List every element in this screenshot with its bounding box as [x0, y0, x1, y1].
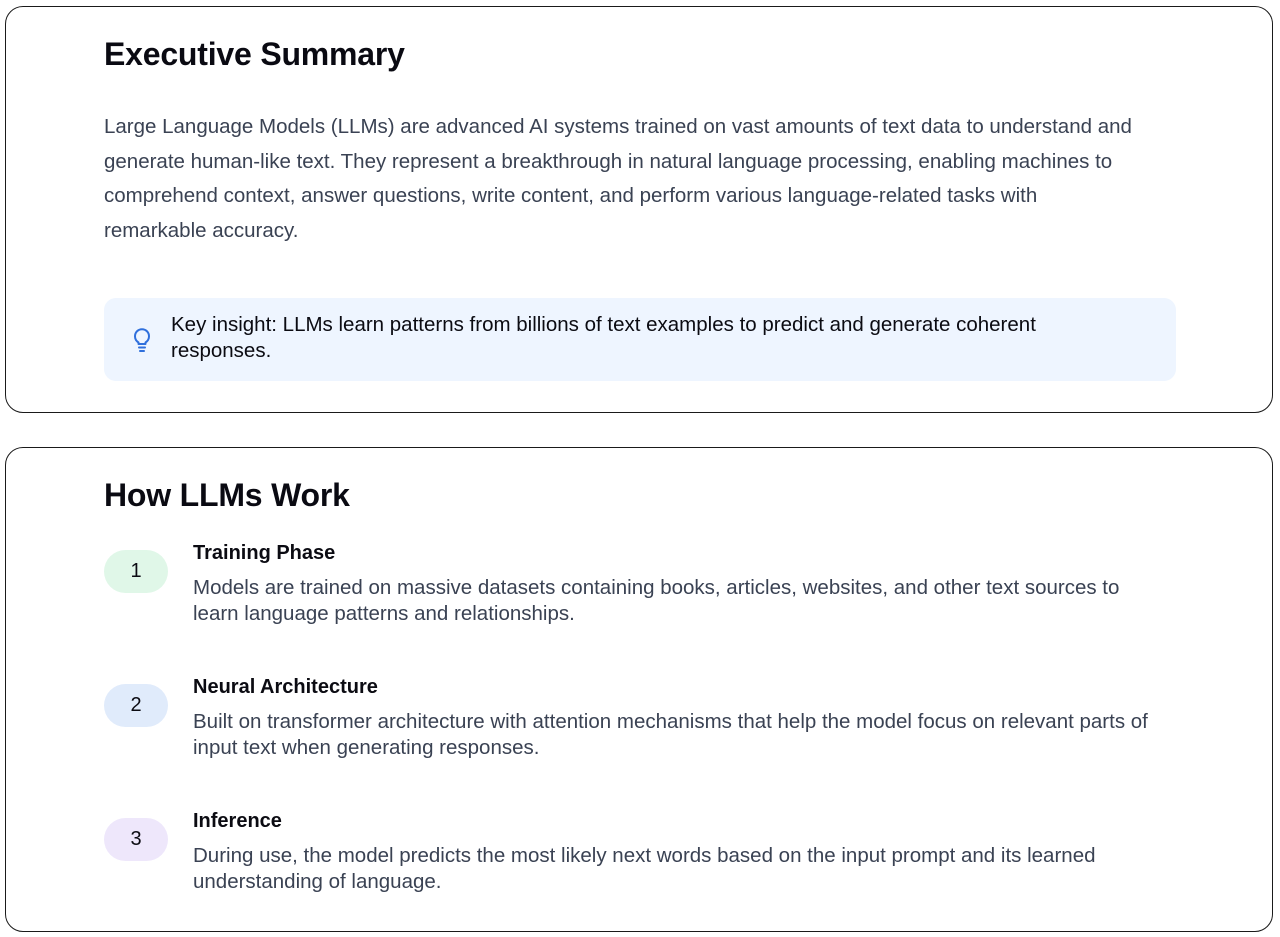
executive-summary-card	[5, 6, 1273, 413]
executive-summary-text: Large Language Models (LLMs) are advanced AI systems trained on vast amounts of text data to understand and generate human-like text. They represent a breakthrough in natural language processing, enabling machines to comprehend context, answer questions, write content, and perform various language-related tasks with remarkable accuracy.	[104, 115, 1132, 242]
how-llms-work-card	[5, 447, 1273, 932]
step-title: Training Phase	[193, 542, 336, 564]
step-description: During use, the model predicts the most likely next words based on the input prompt and its learned understanding of language.	[193, 844, 1096, 893]
key-insight-text: Key insight: LLMs learn patterns from billions of text examples to predict and generate coherent responses.	[171, 313, 1036, 362]
executive-summary-title: Executive Summary	[104, 36, 405, 72]
lightbulb-icon	[132, 326, 152, 354]
step-number-badge: 1	[104, 550, 168, 593]
step-title: Inference	[193, 810, 282, 832]
step-number-badge: 2	[104, 684, 168, 727]
how-llms-work-title: How LLMs Work	[104, 477, 350, 513]
step-title: Neural Architecture	[193, 676, 378, 698]
step-description: Models are trained on massive datasets containing books, articles, websites, and other text sources to learn language patterns and relationships.	[193, 576, 1120, 625]
key-insight-callout	[104, 298, 1176, 381]
step-description: Built on transformer architecture with attention mechanisms that help the model focus on relevant parts of input text when generating responses.	[193, 710, 1148, 759]
step-number-badge: 3	[104, 818, 168, 861]
